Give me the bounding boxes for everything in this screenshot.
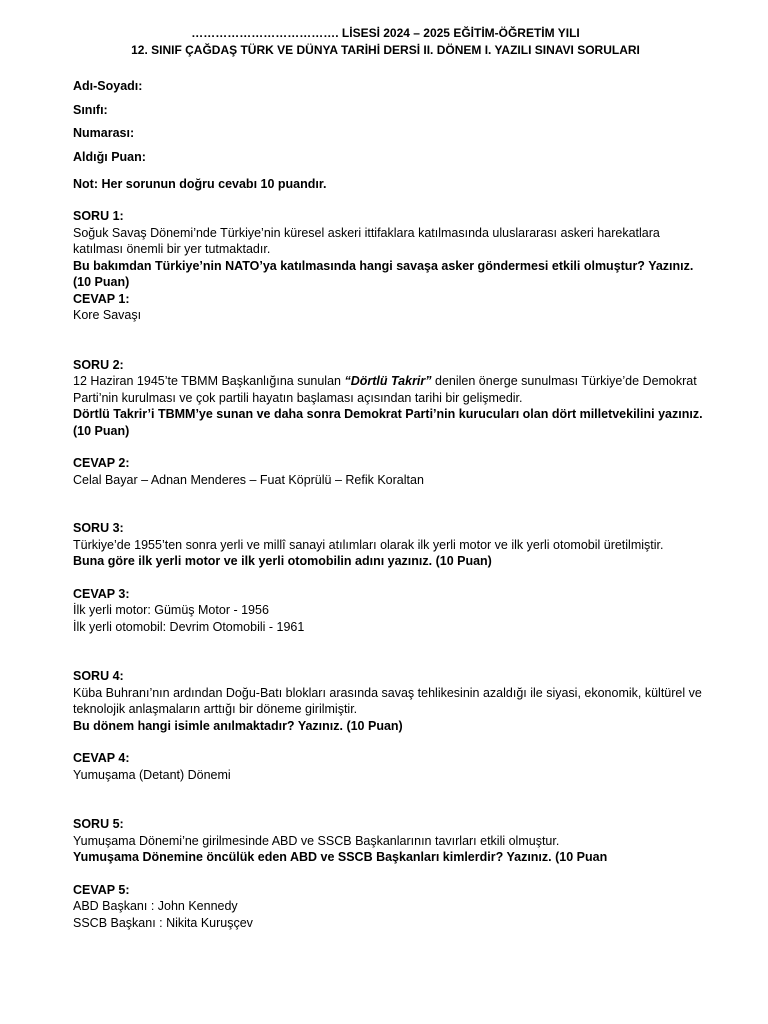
- question-5-text: Yumuşama Dönemi’ne girilmesinde ABD ve SSCB Başkanlarının tavırları etkili olmuştur.: [73, 833, 560, 848]
- answer-3-line-2: İlk yerli otomobil: Devrim Otomobili - 1961: [73, 619, 305, 634]
- question-2-prompt: Dörtlü Takrir’i TBMM’ye sunan ve daha sonra Demokrat Parti’nin kurucuları olan dört milletvekilini yazınız. (10 Puan): [73, 407, 703, 438]
- answer-5-line-2: SSCB Başkanı : Nikita Kuruşçev: [73, 915, 253, 930]
- exam-title: 12. SINIF ÇAĞDAŞ TÜRK VE DÜNYA TARİHİ DERSİ II. DÖNEM I. YAZILI SINAVI SORULARI: [131, 43, 640, 57]
- answer-5: [73, 882, 708, 932]
- question-5: [73, 816, 708, 866]
- question-3-prompt: Buna göre ilk yerli motor ve ilk yerli otomobilin adını yazınız. (10 Puan): [73, 554, 492, 568]
- question-3: [73, 520, 708, 570]
- question-1: [73, 208, 708, 324]
- question-2-text-emphasis: “Dörtlü Takrir”: [344, 374, 432, 388]
- answer-2-title: CEVAP 2:: [73, 456, 130, 470]
- question-1-title: SORU 1:: [73, 209, 124, 223]
- scoring-note: Not: Her sorunun doğru cevabı 10 puandır.: [73, 176, 327, 191]
- question-2-text-before: 12 Haziran 1945’te TBMM Başkanlığına sunulan: [73, 374, 345, 388]
- question-4-prompt: Bu dönem hangi isimle anılmaktadır? Yazınız. (10 Puan): [73, 718, 403, 733]
- question-1-prompt: Bu bakımdan Türkiye’nin NATO’ya katılmasında hangi savaşa asker göndermesi etkili olmuştur? Yazınız. (10 Puan): [73, 258, 694, 289]
- name-label: Adı-Soyadı:: [73, 79, 143, 93]
- student-info: [73, 78, 708, 165]
- question-5-prompt: Yumuşama Dönemine öncülük eden ABD ve SSCB Başkanları kimlerdir? Yazınız. (10 Puan: [73, 850, 608, 864]
- question-4-text: Küba Buhranı’nın ardından Doğu-Batı blokları arasında savaş tehlikesinin azaldığı ile siyasi, ekonomik, kültürel ve teknolojik anlaşmaların arttığı bir döneme girilmiştir.: [73, 685, 702, 716]
- question-2: [73, 357, 708, 440]
- exam-header: [63, 25, 708, 58]
- question-2-text-after: denilen önerge sunulması Türkiye’de Demokrat Parti’nin kurulması ve çok partili hayatın başlaması açısından tarihi bir gelişmedir.: [73, 374, 697, 405]
- question-2-title: SORU 2:: [73, 357, 124, 372]
- question-4-title: SORU 4:: [73, 669, 124, 683]
- question-3-text: Türkiye’de 1955’ten sonra yerli ve millî sanayi atılımları olarak ilk yerli motor ve ilk yerli otomobil üretilmiştir.: [73, 537, 664, 552]
- answer-1-text: Kore Savaşı: [73, 308, 142, 322]
- answer-3-line-1: İlk yerli motor: Gümüş Motor - 1956: [73, 603, 269, 617]
- number-label: Numarası:: [73, 126, 135, 140]
- answer-5-line-1: ABD Başkanı : John Kennedy: [73, 899, 238, 913]
- answer-4: [73, 750, 708, 783]
- class-label: Sınıfı:: [73, 102, 108, 117]
- question-1-text: Soğuk Savaş Dönemi’nde Türkiye’nin küresel askeri ittifaklara katılmasında uluslararası askeri harekatlara katılması önemli bir yer tutmaktadır.: [73, 225, 660, 256]
- question-5-title: SORU 5:: [73, 817, 124, 831]
- school-year-title: ………………………………. LİSESİ 2024 – 2025 EĞİTİM-ÖĞRETİM YILI: [191, 26, 580, 40]
- answer-3: [73, 586, 708, 636]
- question-3-title: SORU 3:: [73, 521, 124, 535]
- score-label: Aldığı Puan:: [73, 149, 146, 164]
- answer-2-text: Celal Bayar – Adnan Menderes – Fuat Köprülü – Refik Koraltan: [73, 472, 424, 487]
- answer-2: [73, 455, 708, 488]
- question-2-text: [73, 373, 708, 406]
- answer-4-text: Yumuşama (Detant) Dönemi: [73, 767, 231, 782]
- answer-4-title: CEVAP 4:: [73, 751, 130, 765]
- answer-5-title: CEVAP 5:: [73, 882, 130, 897]
- answer-1-title: CEVAP 1:: [73, 291, 130, 306]
- answer-3-title: CEVAP 3:: [73, 586, 130, 601]
- question-4: [73, 668, 708, 734]
